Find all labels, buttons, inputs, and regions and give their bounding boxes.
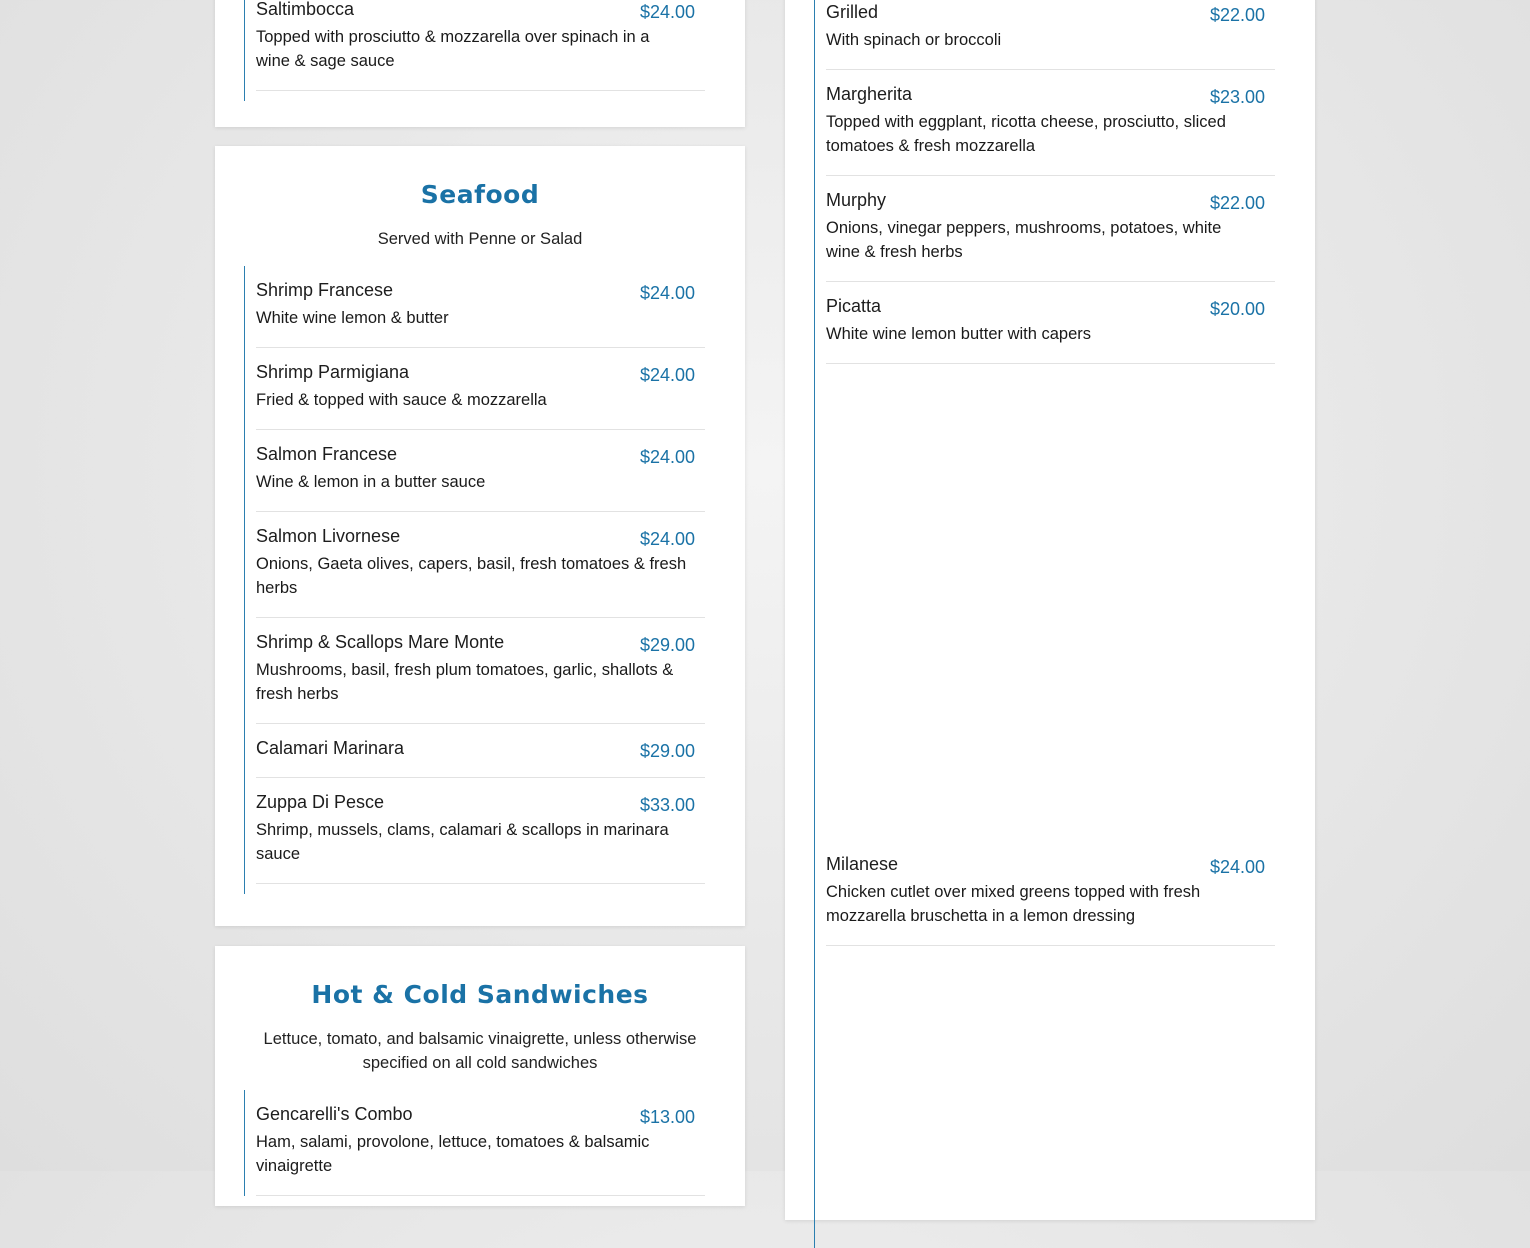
menu-card-seafood: [215, 146, 745, 926]
menu-item-name: Salmon Francese: [256, 444, 398, 464]
menu-item-price: $33.00: [639, 795, 695, 815]
menu-item-list: [244, 0, 706, 101]
section-subtitle: Served with Penne or Salad: [377, 230, 583, 248]
menu-card-right: [785, 0, 1315, 1220]
menu-item-description: Mushrooms, basil, fresh plum tomatoes, garlic, shallots & fresh herbs: [256, 661, 674, 703]
menu-item-price: $24.00: [639, 365, 695, 385]
menu-item-description: Topped with eggplant, ricotta cheese, prosciutto, sliced tomatoes & fresh mozzarella: [826, 113, 1226, 155]
menu-item-name: Picatta: [826, 296, 882, 316]
menu-item-description: White wine lemon & butter: [256, 309, 449, 327]
menu-item-price: $24.00: [639, 2, 695, 22]
menu-item: [256, 724, 705, 778]
menu-item-price: $24.00: [1209, 857, 1265, 877]
menu-item-list: [244, 266, 706, 894]
menu-item-price: $29.00: [639, 741, 695, 761]
menu-item-description: Fried & topped with sauce & mozzarella: [256, 391, 547, 409]
menu-item-name: Milanese: [826, 854, 899, 874]
menu-item-price: $23.00: [1209, 87, 1265, 107]
menu-item-description: With spinach or broccoli: [826, 31, 1002, 49]
menu-item-price: $29.00: [639, 635, 695, 655]
menu-card-top: [215, 0, 745, 127]
menu-item: [826, 0, 1275, 70]
menu-item: [826, 70, 1275, 176]
menu-item-description: Onions, vinegar peppers, mushrooms, potatoes, white wine & fresh herbs: [826, 219, 1222, 261]
menu-item-name: Zuppa Di Pesce: [256, 792, 385, 812]
menu-item-name: Shrimp & Scallops Mare Monte: [256, 632, 505, 652]
menu-item: [256, 1090, 705, 1196]
menu-item-name: Gencarelli's Combo: [256, 1104, 413, 1124]
menu-item-name: Murphy: [826, 190, 887, 210]
menu-item: [256, 512, 705, 618]
menu-item-name: Saltimbocca: [256, 0, 355, 19]
menu-item-description: Onions, Gaeta olives, capers, basil, fresh tomatoes & fresh herbs: [256, 555, 687, 597]
blank-space: [826, 364, 1276, 840]
menu-item: [256, 348, 705, 430]
menu-item-name: Margherita: [826, 84, 913, 104]
menu-item-price: $20.00: [1209, 299, 1265, 319]
menu-item-price: $24.00: [639, 283, 695, 303]
menu-item: [826, 282, 1275, 364]
menu-item-description: Shrimp, mussels, clams, calamari & scallops in marinara sauce: [256, 821, 669, 863]
menu-item-list: [814, 0, 1276, 1248]
menu-item: [256, 778, 705, 884]
menu-item: [256, 0, 705, 91]
menu-item: [826, 176, 1275, 282]
menu-item: [256, 266, 705, 348]
menu-item-list: [244, 1090, 706, 1196]
section-title: Seafood: [420, 180, 540, 209]
menu-item-price: $13.00: [639, 1107, 695, 1127]
menu-item: [256, 618, 705, 724]
menu-item-price: $22.00: [1209, 193, 1265, 213]
menu-item-name: Calamari Marinara: [256, 738, 405, 758]
menu-item-name: Grilled: [826, 2, 879, 22]
menu-item-description: Ham, salami, provolone, lettuce, tomatoes & balsamic vinaigrette: [256, 1133, 650, 1175]
menu-item-name: Salmon Livornese: [256, 526, 401, 546]
menu-item-description: Topped with prosciutto & mozzarella over spinach in a wine & sage sauce: [256, 28, 650, 70]
menu-item-price: $24.00: [639, 447, 695, 467]
section-subtitle: Lettuce, tomato, and balsamic vinaigrette, unless otherwise specified on all cold sandwiches: [263, 1030, 697, 1072]
section-title: Hot & Cold Sandwiches: [311, 980, 649, 1009]
menu-card-sandwiches: [215, 946, 745, 1206]
menu-item-description: White wine lemon butter with capers: [826, 325, 1092, 343]
menu-item-name: Shrimp Francese: [256, 280, 394, 300]
menu-item-description: Wine & lemon in a butter sauce: [256, 473, 486, 491]
menu-item: [826, 840, 1275, 946]
menu-item-price: $22.00: [1209, 5, 1265, 25]
menu-item-name: Shrimp Parmigiana: [256, 362, 410, 382]
menu-item: [256, 430, 705, 512]
menu-item-description: Chicken cutlet over mixed greens topped with fresh mozzarella bruschetta in a lemon dressing: [826, 883, 1201, 925]
menu-item-price: $24.00: [639, 529, 695, 549]
